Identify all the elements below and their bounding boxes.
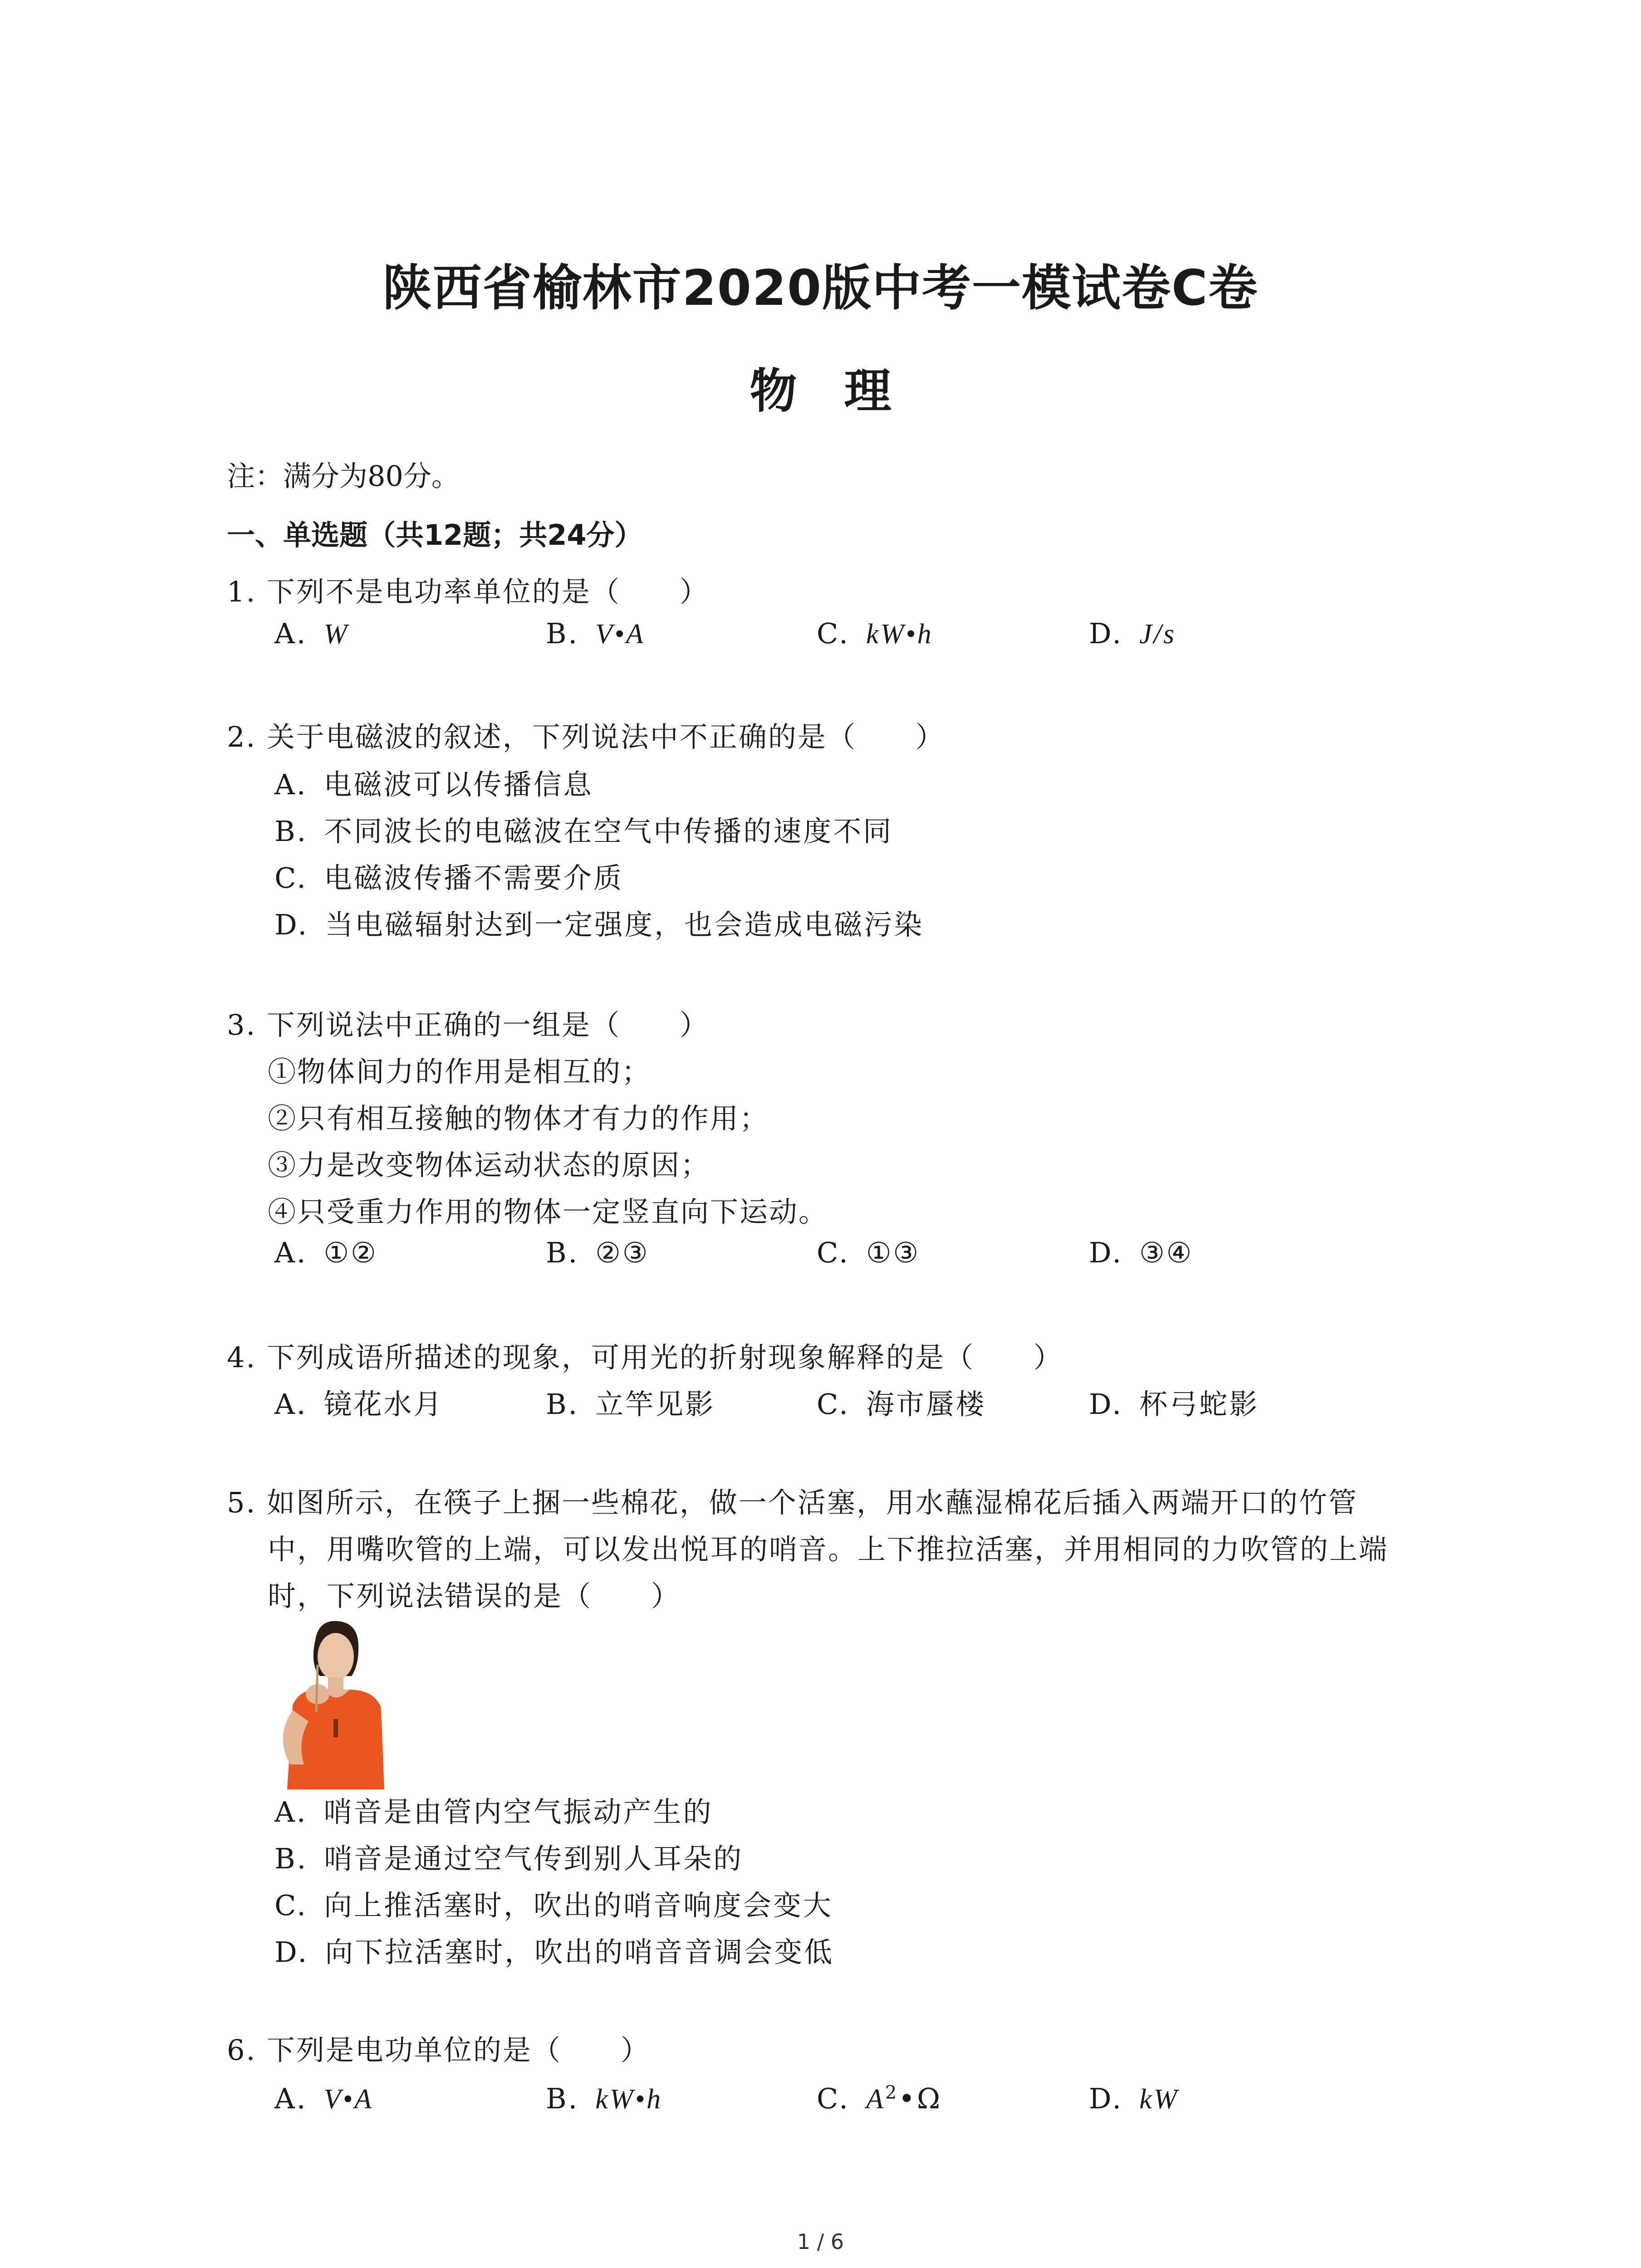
page-number: 1 / 6	[797, 2229, 844, 2254]
question-3-statement-2: ②只有相互接触的物体才有力的作用；	[268, 1102, 769, 1135]
question-3-option-c: C. ①③	[817, 1236, 921, 1269]
question-3-statement-4: ④只受重力作用的物体一定竖直向下运动。	[268, 1195, 828, 1228]
question-4-option-c: C. 海市蜃楼	[817, 1388, 986, 1421]
question-1-option-b: B. V•A	[546, 617, 645, 650]
question-3-statement-3: ③力是改变物体运动状态的原因；	[268, 1149, 710, 1182]
exam-title: 陕西省榆林市2020版中考一模试卷C卷	[382, 260, 1259, 317]
question-2-option-c: C. 电磁波传播不需要介质	[274, 861, 623, 894]
subject-title: 物 理	[749, 363, 892, 419]
student-blowing-pipe-photo	[265, 1615, 397, 1789]
question-5-option-d: D. 向下拉活塞时，吹出的哨音音调会变低	[274, 1936, 834, 1969]
question-3-option-d: D. ③④	[1089, 1236, 1194, 1269]
question-5-option-a: A. 哨音是由管内空气振动产生的	[274, 1795, 713, 1828]
question-5-option-b: B. 哨音是通过空气传到别人耳朵的	[274, 1842, 744, 1875]
question-6-option-c: C. $A^2•\Omega$	[817, 2082, 942, 2115]
question-5-option-c: C. 向上推活塞时，吹出的哨音响度会变大	[274, 1889, 833, 1922]
question-6-stem: 6. 下列是电功单位的是（ ）	[227, 2033, 650, 2067]
question-4-option-a: A. 镜花水月	[274, 1388, 444, 1421]
question-2-option-b: B. 不同波长的电磁波在空气中传播的速度不同	[274, 815, 893, 848]
question-5-stem-line-2: 中，用嘴吹管的上端，可以发出悦耳的哨音。上下推拉活塞，并用相同的力吹管的上端	[268, 1533, 1389, 1566]
question-1-option-a: A. W	[274, 617, 349, 650]
score-note: 注：满分为80分。	[227, 459, 460, 493]
question-2-option-d: D. 当电磁辐射达到一定强度，也会造成电磁污染	[274, 908, 924, 941]
question-1-option-d: D. J/s	[1089, 617, 1176, 650]
question-2-stem: 2. 关于电磁波的叙述，下列说法中不正确的是（ ）	[227, 720, 945, 753]
question-3-option-a: A. ①②	[274, 1236, 378, 1269]
question-6-option-a: A. V•A	[274, 2082, 373, 2115]
question-2-option-a: A. 电磁波可以传播信息	[274, 768, 593, 801]
question-6-option-b: B. kW•h	[546, 2082, 663, 2115]
question-5-stem-line-3: 时，下列说法错误的是（ ）	[268, 1579, 681, 1613]
question-5-stem-line-1: 5. 如图所示，在筷子上捆一些棉花，做一个活塞，用水蘸湿棉花后插入两端开口的竹管	[227, 1486, 1358, 1519]
question-6-option-d: D. kW	[1089, 2082, 1179, 2115]
question-4-option-b: B. 立竿见影	[546, 1388, 715, 1421]
question-4-stem: 4. 下列成语所描述的现象，可用光的折射现象解释的是（ ）	[227, 1341, 1063, 1374]
question-1-stem: 1. 下列不是电功率单位的是（ ）	[227, 575, 709, 608]
question-3-option-b: B. ②③	[546, 1236, 650, 1269]
question-3-statement-1: ①物体间力的作用是相互的；	[268, 1055, 652, 1088]
section-heading: 一、单选题（共12题；共24分）	[227, 518, 643, 552]
question-3-stem: 3. 下列说法中正确的一组是（ ）	[227, 1008, 709, 1041]
question-1-option-c: C. kW•h	[817, 617, 933, 650]
question-4-option-d: D. 杯弓蛇影	[1089, 1388, 1259, 1421]
